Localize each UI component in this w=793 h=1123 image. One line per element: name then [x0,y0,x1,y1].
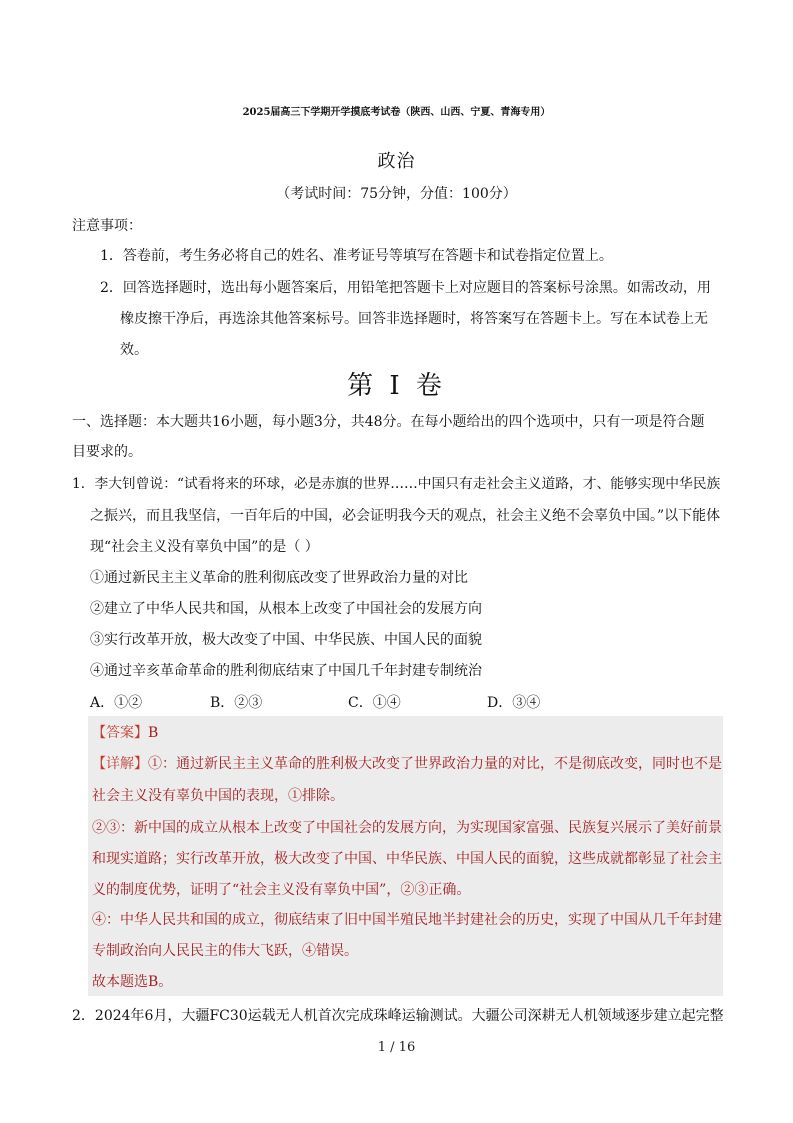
section-instructions-line-1: 一、选择题：本大题共16小题，每小题3分，共48分。在每小题给出的四个选项中，只有一项是符合题 [72,414,705,430]
section-title: 第 I 卷 [347,371,446,401]
notes-item-1: 1．答卷前，考生务必将自己的姓名、准考证号等填写在答题卡和试卷指定位置上。 [100,248,613,264]
q1-statement-4: ④通过辛亥革命革命的胜利彻底结束了中国几千年封建专制统治 [90,663,482,679]
notes-heading: 注意事项： [72,218,142,234]
q1-option-a: A．①② [90,695,143,711]
answer-tag: 【答案】 [92,725,148,741]
q1-option-d: D．③④ [487,695,541,711]
detail-line-4: 和现实道路；实行改革开放，极大改变了中国、中华民族、中国人民的面貌，这些成就都彰显了社会主 [92,851,722,867]
page-number: 1 / 16 [377,1040,416,1055]
exam-title: 2025届高三下学期开学摸底考试卷（陕西、山西、宁夏、青海专用） [242,107,551,118]
subject-title: 政治 [377,151,416,172]
q1-stem-line-2: 之振兴，而且我坚信，一百年后的中国，必会证明我今天的观点，社会主义绝不会辜负中国。”以下能体 [90,508,721,524]
q1-statement-1: ①通过新民主主义革命的胜利彻底改变了世界政治力量的对比 [90,570,468,586]
answer-value: B [148,725,159,741]
detail-line-7: 专制政治向人民民主的伟大飞跃，④错误。 [92,943,358,959]
conclusion-line: 故本题选B。 [92,974,173,990]
exam-info: （考试时间：75分钟，分值：100分） [276,186,517,202]
detail-line-5: 义的制度优势，证明了“社会主义没有辜负中国”，②③正确。 [92,882,471,898]
q2-stem-line-1: 2．2024年6月，大疆FC30运载无人机首次完成珠峰运输测试。大疆公司深耕无人机领域逐步建立起完整 [72,1008,724,1024]
answer-line [92,723,158,743]
detail-line-2: 社会主义没有辜负中国的表现，①排除。 [92,788,344,804]
q1-stem-line-3: 现“社会主义没有辜负中国”的是（ ） [90,539,319,555]
detail-line-3: ②③：新中国的成立从根本上改变了中国社会的发展方向，为实现国家富强、民族复兴展示了美好前景 [92,820,722,836]
q1-option-c: C．①④ [348,695,401,711]
notes-item-2-line-1: 2．回答选择题时，选出每小题答案后，用铅笔把答题卡上对应题目的答案标号涂黑。如需改动，用 [100,280,711,296]
q1-statement-2: ②建立了中华人民共和国，从根本上改变了中国社会的发展方向 [90,601,482,617]
notes-item-2-line-3: 效。 [120,342,148,358]
detail-line-6: ④：中华人民共和国的成立，彻底结束了旧中国半殖民地半封建社会的历史，实现了中国从几千年封建 [92,912,722,928]
section-instructions-line-2: 目要求的。 [72,444,142,460]
detail-tag: 【详解】 [92,756,148,772]
q1-statement-3: ③实行改革开放，极大改变了中国、中华民族、中国人民的面貌 [90,632,482,648]
detail-1-text: ①：通过新民主主义革命的胜利极大改变了世界政治力量的对比，不是彻底改变，同时也不是 [148,756,722,772]
q1-option-b: B．②③ [210,695,263,711]
q1-stem-line-1: 1．李大钊曾说：“试看将来的环球，必是赤旗的世界……中国只有走社会主义道路，才、能够实现中华民族 [72,476,721,492]
notes-item-2-line-2: 橡皮擦干净后，再选涂其他答案标号。回答非选择题时，将答案写在答题卡上。写在本试卷上无 [120,311,708,327]
detail-line-1 [92,754,722,774]
